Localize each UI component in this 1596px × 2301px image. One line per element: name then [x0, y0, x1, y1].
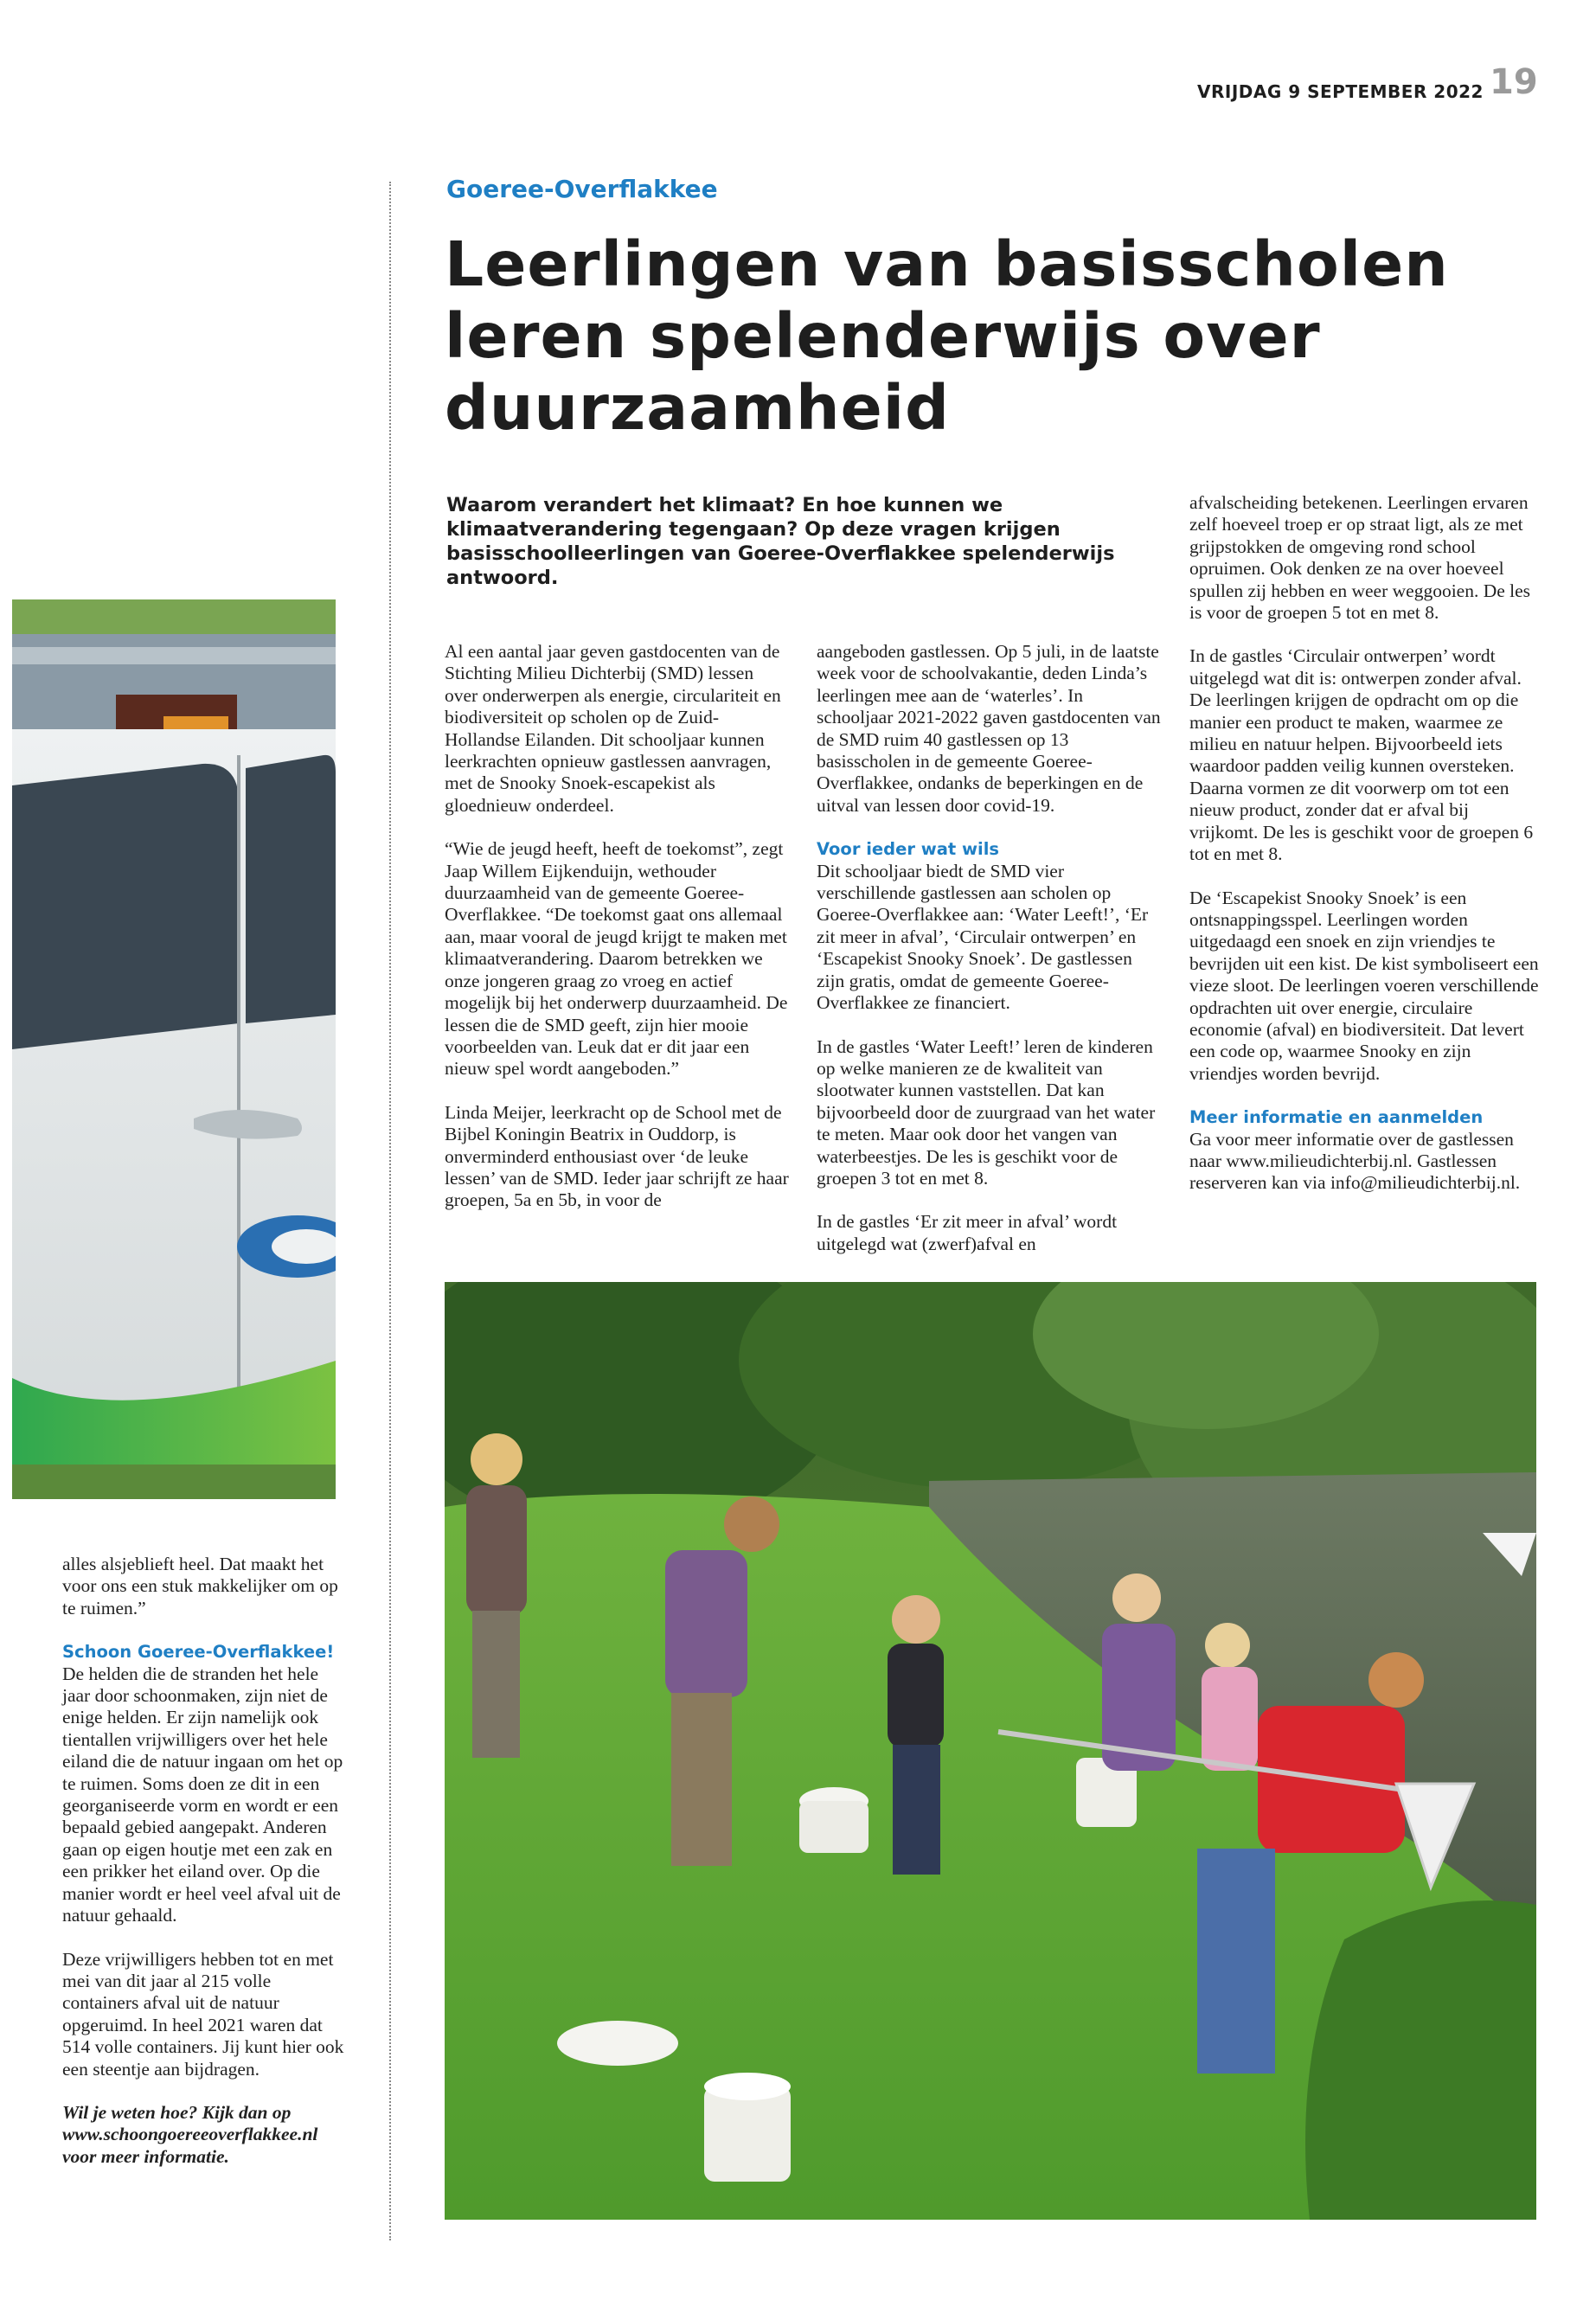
body-paragraph: Ga voor meer informatie over de gastlessen naar www.milieudichterbij.nl. Gastlessen reserveren kan via info@milieudichterbij.nl.	[1189, 1128, 1521, 1194]
subheading: Meer informatie en aanmelden	[1189, 1107, 1484, 1128]
headline-line: leren spelenderwijs over	[445, 300, 1321, 372]
headline-line: Leerlingen van basisscholen	[445, 228, 1449, 300]
page-number: 19	[1490, 62, 1538, 102]
car-photo	[12, 599, 336, 1499]
subheading: Voor ieder wat wils	[817, 839, 999, 860]
article-headline	[445, 228, 1449, 444]
body-paragraph: aangeboden gastlessen. Op 5 juli, in de laatste week voor de schoolvakantie, deden Linda’s leerlingen mee aan de ‘waterles’. In schooljaar 2021-2022 gaven gastdocenten van de SMD ruim 40 gastlessen op 13 basisscholen in de gemeente Goeree-Overflakkee, ondanks de beperkingen en de uitval van lessen door covid-19.	[817, 641, 1161, 816]
headline-line: duurzaamheid	[445, 372, 950, 444]
body-paragraph: In de gastles ‘Er zit meer in afval’ wordt uitgelegd wat (zwerf)afval en	[817, 1211, 1118, 1254]
article-column-2	[817, 641, 1163, 1277]
intro-line: antwoord.	[446, 567, 559, 589]
car-photo-graphic	[12, 599, 336, 1499]
page-date: VRIJDAG 9 SEPTEMBER 2022	[1197, 81, 1484, 102]
sidebar-article	[62, 1554, 348, 2189]
body-paragraph: Al een aantal jaar geven gastdocenten van de Stichting Milieu Dichterbij (SMD) lessen over onderwerpen als energie, circulariteit en biodiversiteit op scholen op de Zuid-Hollandse Eilanden. Dit schooljaar kunnen leerkrachten opnieuw gastlessen aanvragen, met de Snooky Snoek-escapekist als gloednieuw onderdeel.	[445, 641, 781, 816]
article-column-1	[445, 641, 791, 1234]
closing-note: Wil je weten hoe? Kijk dan op www.schoongoereeoverflakkee.nl voor meer informatie.	[62, 2101, 318, 2167]
article-column-3	[1189, 492, 1540, 1216]
body-paragraph: In de gastles ‘Water Leeft!’ leren de kinderen op welke manieren ze de kwaliteit van slootwater kunnen vaststellen. Dat kan bijvoorbeeld door de zuurgraad van het water te meten. Maar ook door het vangen van waterbeestjes. De les is geschikt voor de groepen 3 tot en met 8.	[817, 1035, 1156, 1189]
body-paragraph: afvalscheiding betekenen. Leerlingen ervaren zelf hoeveel troep er op straat ligt, als ze met grijpstokken de omgeving rond school opruimen. Ook denken ze na over hoeveel spullen zij hebben en weer weggooien. De les is voor de groepen 5 tot en met 8.	[1189, 492, 1531, 624]
body-paragraph: Dit schooljaar biedt de SMD vier verschillende gastlessen aan scholen op Goeree-Overflakkee aan: ‘Water Leeft!’, ‘Er zit meer in afval’, ‘Circulair ontwerpen’ en ‘Escapekist Snooky Snoek’. De gastlessen zijn gratis, omdat de gemeente Goeree-Overflakkee ze financiert.	[817, 860, 1149, 1014]
intro-line: klimaatverandering tegengaan? Op deze vragen krijgen	[446, 518, 1061, 541]
body-paragraph: “Wie de jeugd heeft, heeft de toekomst”, zegt Jaap Willem Eijkenduijn, wethouder duurzaamheid van de gemeente Goeree-Overflakkee. “De toekomst gaat ons allemaal aan, maar vooral de jeugd krijgt te maken met klimaatverandering. Daarom betrekken we onze jongeren graag zo vroeg en actief mogelijk bij het onderwerp duurzaamheid. De lessen die de SMD geeft, zijn hier mooie voorbeelden van. Leuk dat er dit jaar een nieuw spel wordt aangeboden.”	[445, 838, 788, 1080]
children-pond-graphic	[445, 1282, 1536, 2220]
body-paragraph: In de gastles ‘Circulair ontwerpen’ wordt uitgelegd wat dit is: ontwerpen zonder afval. De leerlingen krijgen de opdracht om op die manier een product te maken, waarmee ze milieu en natuur helpen. Bijvoorbeeld iets waardoor padden veilig kunnen oversteken. Daarna vormen ze dit voorwerp om tot een nieuw product, zonder dat er afval bij vrijkomt. De les is geschikt voor de groepen 6 tot en met 8.	[1189, 645, 1534, 865]
intro-line: basisschoolleerlingen van Goeree-Overflakkee spelenderwijs	[446, 542, 1115, 565]
body-paragraph: Linda Meijer, leerkracht op de School met de Bijbel Koningin Beatrix in Ouddorp, is onverminderd enthousiast over ‘de leuke lessen’ van de SMD. Ieder jaar schrijft ze haar groepen, 5a en 5b, in voor de	[445, 1101, 789, 1211]
subheading: Schoon Goeree-Overflakkee!	[62, 1642, 335, 1663]
body-paragraph: De helden die de stranden het hele jaar door schoonmaken, zijn niet de enige helden. Er zijn namelijk ook tientallen vrijwilligers over het hele eiland die de natuur ingaan om het op te ruimen. Soms doen ze dit in een georganiseerde vorm en wordt er een bepaald gebied aangepakt. Anderen gaan op eigen houtje met een zak en een prikker het eiland over. Op die manier wordt er heel veel afval uit de natuur gehaald.	[62, 1663, 343, 1926]
children-pond-photo	[445, 1282, 1536, 2220]
article-intro	[446, 493, 1115, 590]
intro-line: Waarom verandert het klimaat? En hoe kunnen we	[446, 494, 1003, 516]
body-paragraph: alles alsjeblieft heel. Dat maakt het voor ons een stuk makkelijker om op te ruimen.”	[62, 1554, 338, 1618]
column-divider	[389, 182, 391, 2240]
body-paragraph: De ‘Escapekist Snooky Snoek’ is een ontsnappingsspel. Leerlingen worden uitgedaagd een snoek en zijn vriendjes te bevrijden uit een kist. De kist symboliseert een vieze sloot. De leerlingen voeren verschillende opdrachten uit over energie, circulaire economie (afval) en biodiversiteit. Dat levert een code op, waarmee Snooky en zijn vriendjes worden bevrijd.	[1189, 887, 1539, 1084]
article-kicker: Goeree-Overflakkee	[446, 175, 718, 203]
body-paragraph: Deze vrijwilligers hebben tot en met mei van dit jaar al 215 volle containers afval uit de natuur opgeruimd. In heel 2021 waren dat 514 volle containers. Jij kunt hier ook een steentje aan bijdragen.	[62, 1948, 344, 2080]
child-figure	[1202, 1623, 1258, 1771]
